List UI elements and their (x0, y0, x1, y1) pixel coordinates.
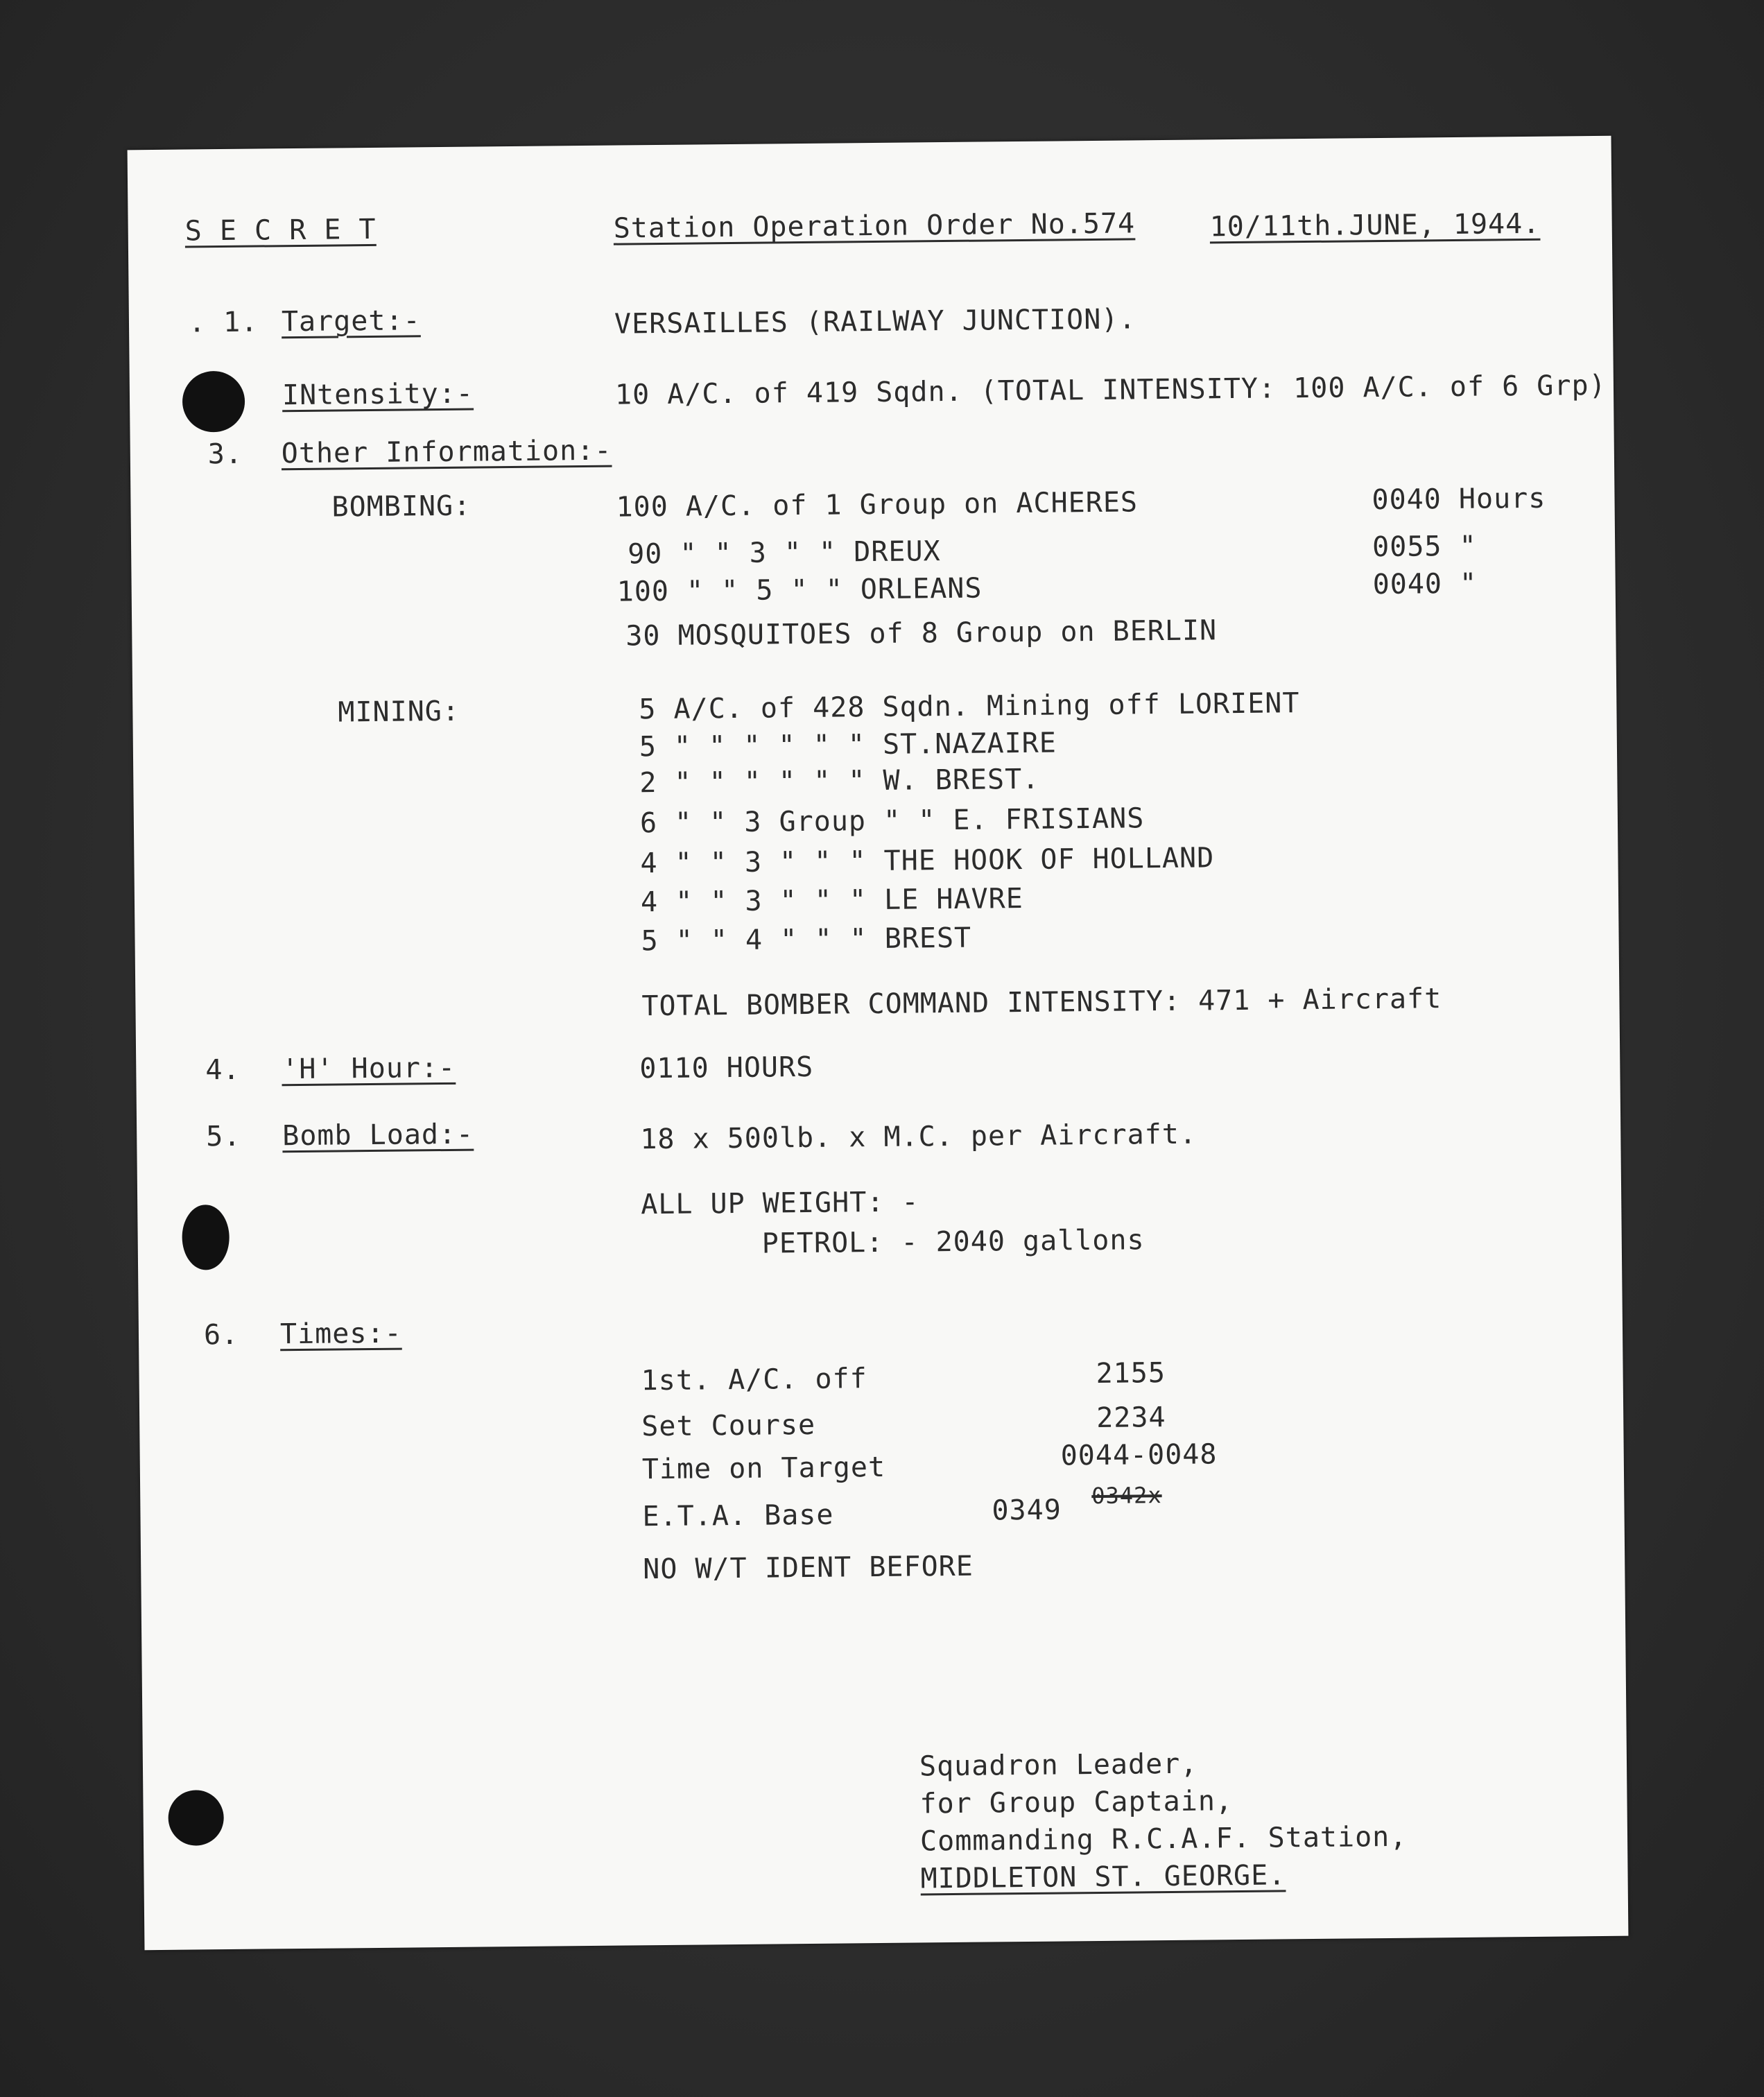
times-row-label: E.T.A. Base (642, 1499, 834, 1533)
order-number: Station Operation Order No.574 (613, 207, 1136, 245)
times-row-label: 1st. A/C. off (641, 1363, 867, 1397)
intensity-value: 10 A/C. of 419 Sqdn. (TOTAL INTENSITY: 100 A/C. of 6 Grp) (614, 369, 1607, 411)
mining-row: 5 " " 4 " " " BREST (641, 922, 972, 958)
bomb-load-label: Bomb Load:- (282, 1118, 474, 1153)
mining-row: 4 " " 3 " " " LE HAVRE (640, 882, 1024, 919)
h-hour-label: 'H' Hour:- (282, 1051, 456, 1086)
times-row-value: 0044-0048 (1060, 1438, 1218, 1472)
petrol-line: PETROL: - 2040 gallons (761, 1224, 1145, 1260)
signature-line: for Group Captain, (919, 1785, 1234, 1820)
document-page (128, 136, 1629, 1950)
bombing-row: 100 " " 5 " " ORLEANS (616, 572, 983, 608)
punch-hole (168, 1790, 224, 1846)
times-row-value: 2155 (1096, 1357, 1166, 1390)
item-number: . 1. (188, 306, 259, 339)
target-value: VERSAILLES (RAILWAY JUNCTION). (614, 303, 1136, 340)
bombing-row: 90 " " 3 " " DREUX (627, 535, 941, 571)
intensity-label: INtensity:- (282, 377, 474, 412)
punch-hole (182, 371, 245, 433)
times-row-label: Time on Target (641, 1451, 886, 1486)
bombing-row: 100 A/C. of 1 Group on ACHERES (616, 486, 1139, 524)
struck-out-time: 0342x (1091, 1482, 1162, 1510)
signature-line: Commanding R.C.A.F. Station, (919, 1820, 1408, 1858)
times-row-value: 0349 (992, 1494, 1062, 1527)
punch-hole (182, 1205, 230, 1270)
times-row-value: 2234 (1096, 1401, 1166, 1434)
bombing-time: 0040 " (1372, 567, 1478, 601)
all-up-weight: ALL UP WEIGHT: - (641, 1186, 919, 1221)
times-label: Times:- (279, 1317, 402, 1351)
mining-row: 5 A/C. of 428 Sqdn. Mining off LORIENT (639, 687, 1300, 726)
mining-total: TOTAL BOMBER COMMAND INTENSITY: 471 + Aircraft (641, 983, 1442, 1023)
h-hour-value: 0110 HOURS (639, 1051, 814, 1085)
bombing-time: 0055 " (1372, 530, 1477, 564)
mining-row: 2 " " " " " " W. BREST. (639, 763, 1040, 800)
bombing-time: 0040 Hours (1372, 482, 1546, 517)
mining-row: 5 " " " " " " ST.NAZAIRE (639, 727, 1057, 763)
other-information-label: Other Information:- (281, 434, 612, 470)
target-label: Target:- (281, 304, 421, 338)
item-number: 5. (206, 1120, 241, 1153)
classification-heading: S E C R E T (184, 213, 377, 248)
bombing-row: 30 MOSQUITOES of 8 Group on BERLIN (625, 614, 1218, 653)
signature-line: Squadron Leader, (919, 1748, 1198, 1783)
bomb-load-value: 18 x 500lb. x M.C. per Aircraft. (640, 1118, 1197, 1156)
item-number: 3. (207, 438, 243, 471)
mining-row: 6 " " 3 Group " " E. FRISIANS (639, 802, 1145, 840)
wt-note: NO W/T IDENT BEFORE (643, 1550, 974, 1586)
order-date: 10/11th.JUNE, 1944. (1209, 207, 1541, 243)
bombing-label: BOMBING: (331, 490, 472, 524)
item-number: 4. (205, 1053, 241, 1087)
mining-row: 4 " " 3 " " " THE HOOK OF HOLLAND (640, 842, 1215, 880)
times-row-label: Set Course (641, 1408, 816, 1443)
station-name: MIDDLETON ST. GEORGE. (920, 1859, 1286, 1895)
mining-label: MINING: (338, 695, 460, 729)
item-number: 6. (203, 1318, 239, 1352)
